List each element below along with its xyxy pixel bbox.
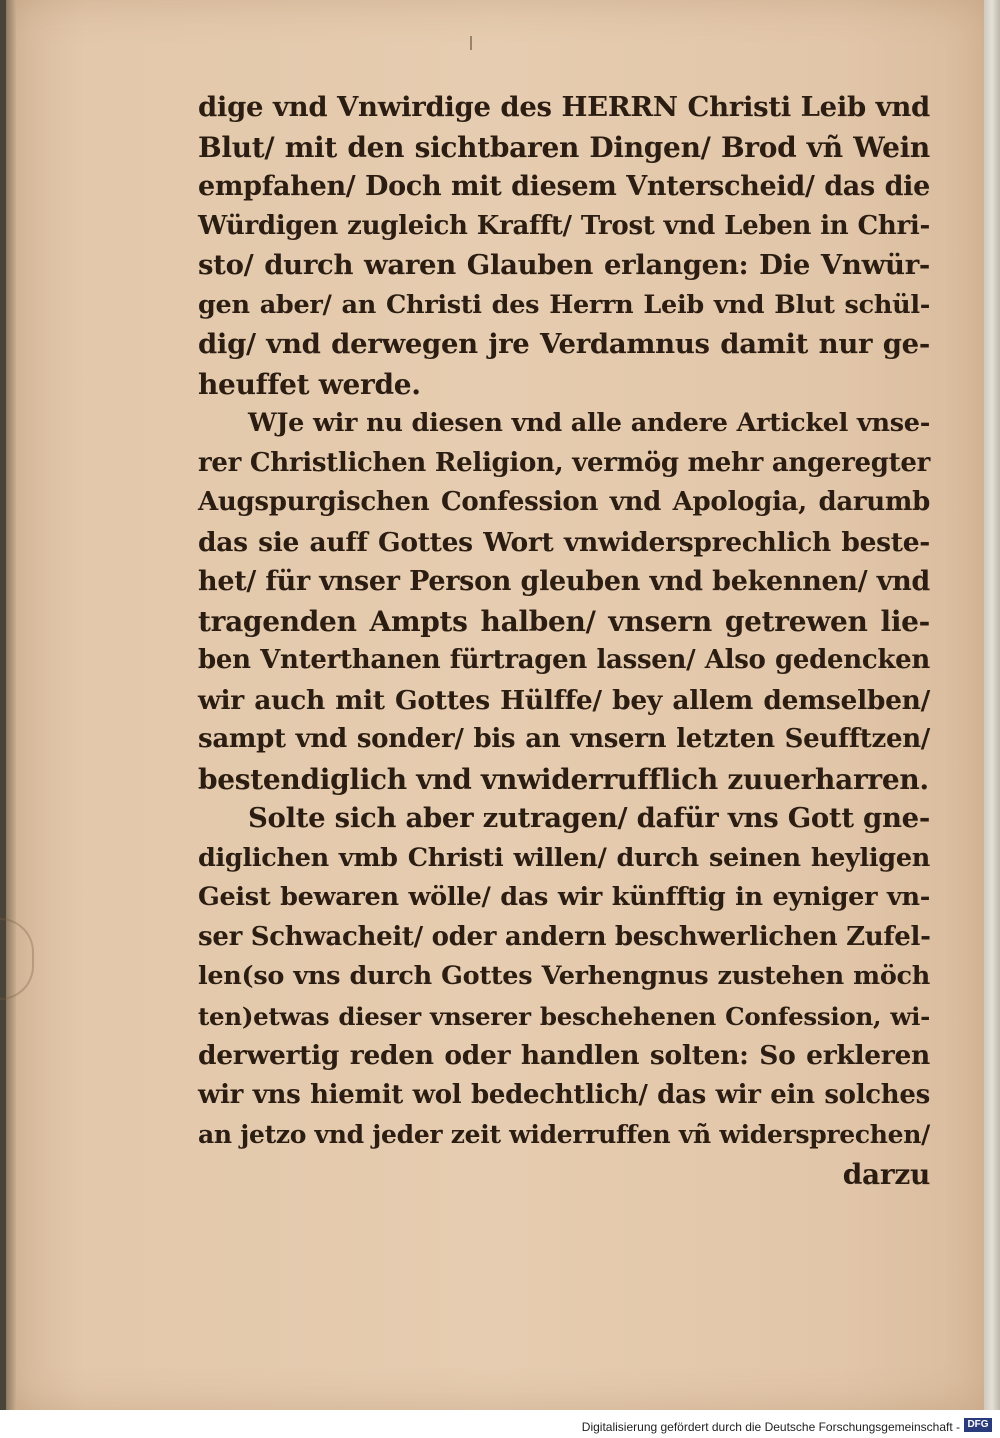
text-line: bestendiglich vnd vnwiderrufflich zuuerharren. [198,762,929,796]
text-line: len(so vns durch Gottes Verhengnus zustehen möch [198,961,930,991]
text-line: sto/ durch waren Glauben erlangen: Die Vnwür- [198,249,930,281]
text-line: tragenden Ampts halben/ vnsern getrewen lie- [198,604,930,638]
funding-credit: Digitalisierung gefördert durch die Deutsche Forschungsgemeinschaft - [581,1420,960,1434]
text-line: an jetzo vnd jeder zeit widerruffen vñ widersprechen/ [198,1120,930,1149]
dfg-logo: DFG [964,1418,992,1432]
text-line: dige vnd Vnwirdige des HERRN Christi Leib vnd [198,91,930,123]
catchword: darzu [842,1157,930,1191]
text-line: sampt vnd sonder/ bis an vnsern letzten Seufftzen/ [198,724,930,754]
text-line: derwertig reden oder handlen solten: So erkleren [198,1040,930,1071]
text-line: diglichen vmb Christi willen/ durch seinen heyligen [198,842,930,873]
text-line: Solte sich aber zutragen/ dafür vns Gott gne- [248,802,930,834]
page-mark [470,36,472,50]
text-line: gen aber/ an Christi des Herrn Leib vnd Blut schül- [198,289,930,320]
text-line: dig/ vnd derwegen jre Verdamnus damit nur ge- [198,328,930,360]
text-line: het/ für vnser Person gleuben vnd bekennen/ vnd [198,566,930,597]
book-page [6,0,988,1410]
text-line: das sie auff Gottes Wort vnwidersprechlich beste- [198,526,930,558]
page-edge [984,0,1000,1410]
text-line: ten)etwas dieser vnserer beschehenen Confession, wi- [198,1001,930,1031]
page-text [198,88,930,1194]
text-line: heuffet werde. [198,367,421,401]
text-line: WJe wir nu diesen vnd alle andere Artickel vnse- [248,408,930,438]
text-line: empfahen/ Doch mit diesem Vnterscheid/ das die [198,171,930,202]
text-line: wir vns hiemit wol bedechtlich/ das wir ein solches [198,1079,930,1110]
text-line: ser Schwacheit/ oder andern beschwerlichen Zufel- [198,921,931,952]
text-line: Augspurgischen Confession vnd Apologia, darumb [198,487,930,517]
text-line: Geist bewaren wölle/ das wir künfftig in eyniger vn- [198,882,930,912]
gutter-shadow [6,0,16,1410]
text-line: Blut/ mit den sichtbaren Dingen/ Brod vñ Wein [198,130,930,164]
text-line: ben Vnterthanen fürtragen lassen/ Also gedencken [198,645,930,675]
text-line: rer Christlichen Religion, vermög mehr angeregter [198,447,930,478]
text-line: wir auch mit Gottes Hülffe/ bey allem demselben/ [198,684,930,716]
page-stain [0,918,34,1000]
text-line: Würdigen zugleich Krafft/ Trost vnd Leben in Chri- [198,210,930,241]
